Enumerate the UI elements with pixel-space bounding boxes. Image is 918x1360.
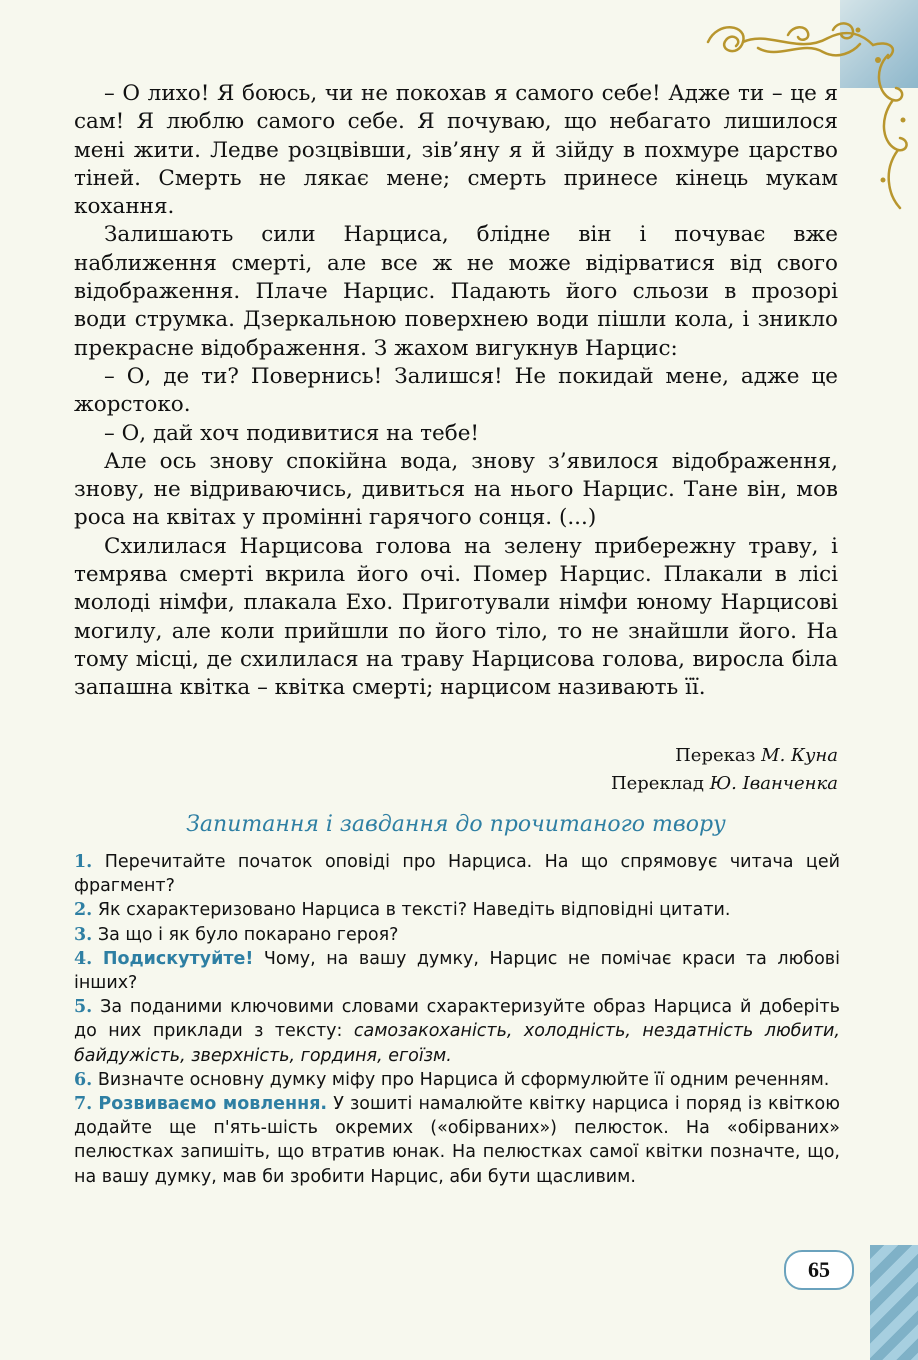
question-text: Чому, на вашу думку, Нарцис не помічає краси та любові інших? [74, 948, 840, 994]
question-number: 3. [74, 924, 93, 945]
translation-credit [74, 770, 838, 798]
question-text: За що і як було покарано героя? [97, 924, 399, 945]
question-label: Подискутуйте! [102, 948, 254, 969]
question-item [74, 898, 840, 922]
credits [74, 742, 838, 798]
question-item [74, 923, 840, 947]
questions-list [74, 850, 840, 1189]
question-item [74, 995, 840, 1068]
story-paragraph: – О, дай хоч подивитися на тебе! [104, 420, 480, 446]
question-item [74, 1092, 840, 1189]
question-text: Як схарактеризовано Нарциса в тексті? Наведіть відповідні цитати. [97, 900, 731, 921]
story-paragraph: Але ось знову спокійна вода, знову з’явилося відображення, знову, не відриваючись, дивиться на нього Нарцис. Тане він, мов роса на квітах у промінні гарячого сонця. (...) [74, 448, 838, 531]
question-text: Визначте основну думку міфу про Нарциса й сформулюйте її одним реченням. [97, 1069, 830, 1090]
question-label: Розвиваємо мовлення. [98, 1094, 328, 1115]
question-item [74, 947, 840, 995]
question-text: У зошиті намалюйте квітку нарциса і поряд із квіткою додайте ще п'ять-шість окремих («обірваних») пелюсток. На «обірваних» пелюстках запишіть, що втратив юнак. На пелюстках самої квітки позначте, що, на вашу думку, мав би зробити Нарцис, аби бути щасливим. [74, 1094, 840, 1187]
question-keywords: самозакоханість, холодність, нездатність любити, байдужість, зверхність, гординя, егоїзм. [74, 1021, 840, 1066]
retelling-credit [74, 742, 838, 770]
translation-label: Переклад [610, 773, 704, 794]
decorative-side-strip [870, 1245, 918, 1360]
question-number: 2. [74, 900, 93, 921]
question-text: За поданими ключовими словами схарактеризуйте образ Нарциса й доберіть до них приклади з тексту: [74, 997, 840, 1042]
page-number: 65 [784, 1250, 854, 1290]
question-item [74, 850, 840, 898]
retelling-author: М. Куна [761, 745, 838, 766]
translation-author: Ю. Іванченка [709, 773, 838, 794]
story-paragraph: Залишають сили Нарциса, блідне він і почуває вже наближення смерті, але все ж не може відірватися від свого відображення. Плаче Нарцис. Падають його сльози в прозорі води струмка. Дзеркальною поверхнею води пішли кола, і зникло прекрасне відображення. З жахом вигукнув Нарцис: [74, 222, 838, 361]
story-paragraph: – О, де ти? Повернись! Залишся! Не покидай мене, адже це жорстоко. [74, 363, 838, 418]
question-number: 6. [74, 1069, 93, 1090]
question-number: 7. [74, 1094, 93, 1115]
question-item [74, 1068, 840, 1092]
retelling-label: Переказ [675, 745, 756, 766]
question-number: 1. [74, 852, 93, 872]
question-number: 5. [74, 997, 93, 1018]
story-paragraph: Схилилася Нарцисова голова на зелену прибережну траву, і темрява смерті вкрила його очі. Помер Нарцис. Плакали в лісі молоді німфи, плакала Ехо. Приготували німфи юному Нарцисові могилу, але коли прийшли по його тіло, то не знайшли його. На тому місці, де схилилася на траву Нарцисова голова, виросла біла запашна квітка – квітка смерті; нарцисом називають її. [74, 533, 838, 701]
question-number: 4. [74, 948, 93, 969]
story-paragraph: – О лихо! Я боюсь, чи не покохав я самого себе! Адже ти – це я сам! Я люблю самого себе. Я почуваю, що небагато лишилося мені жити. Ледве розцвівши, зів’яну я й зійду в похмуре царство тіней. Смерть не лякає мене; смерть принесе кінець мукам кохання. [74, 81, 838, 220]
story-text [74, 80, 838, 703]
section-title: Запитання і завдання до прочитаного твору [186, 812, 726, 837]
question-text: Перечитайте початок оповіді про Нарциса. На що спрямовує читача цей фрагмент? [74, 852, 840, 897]
